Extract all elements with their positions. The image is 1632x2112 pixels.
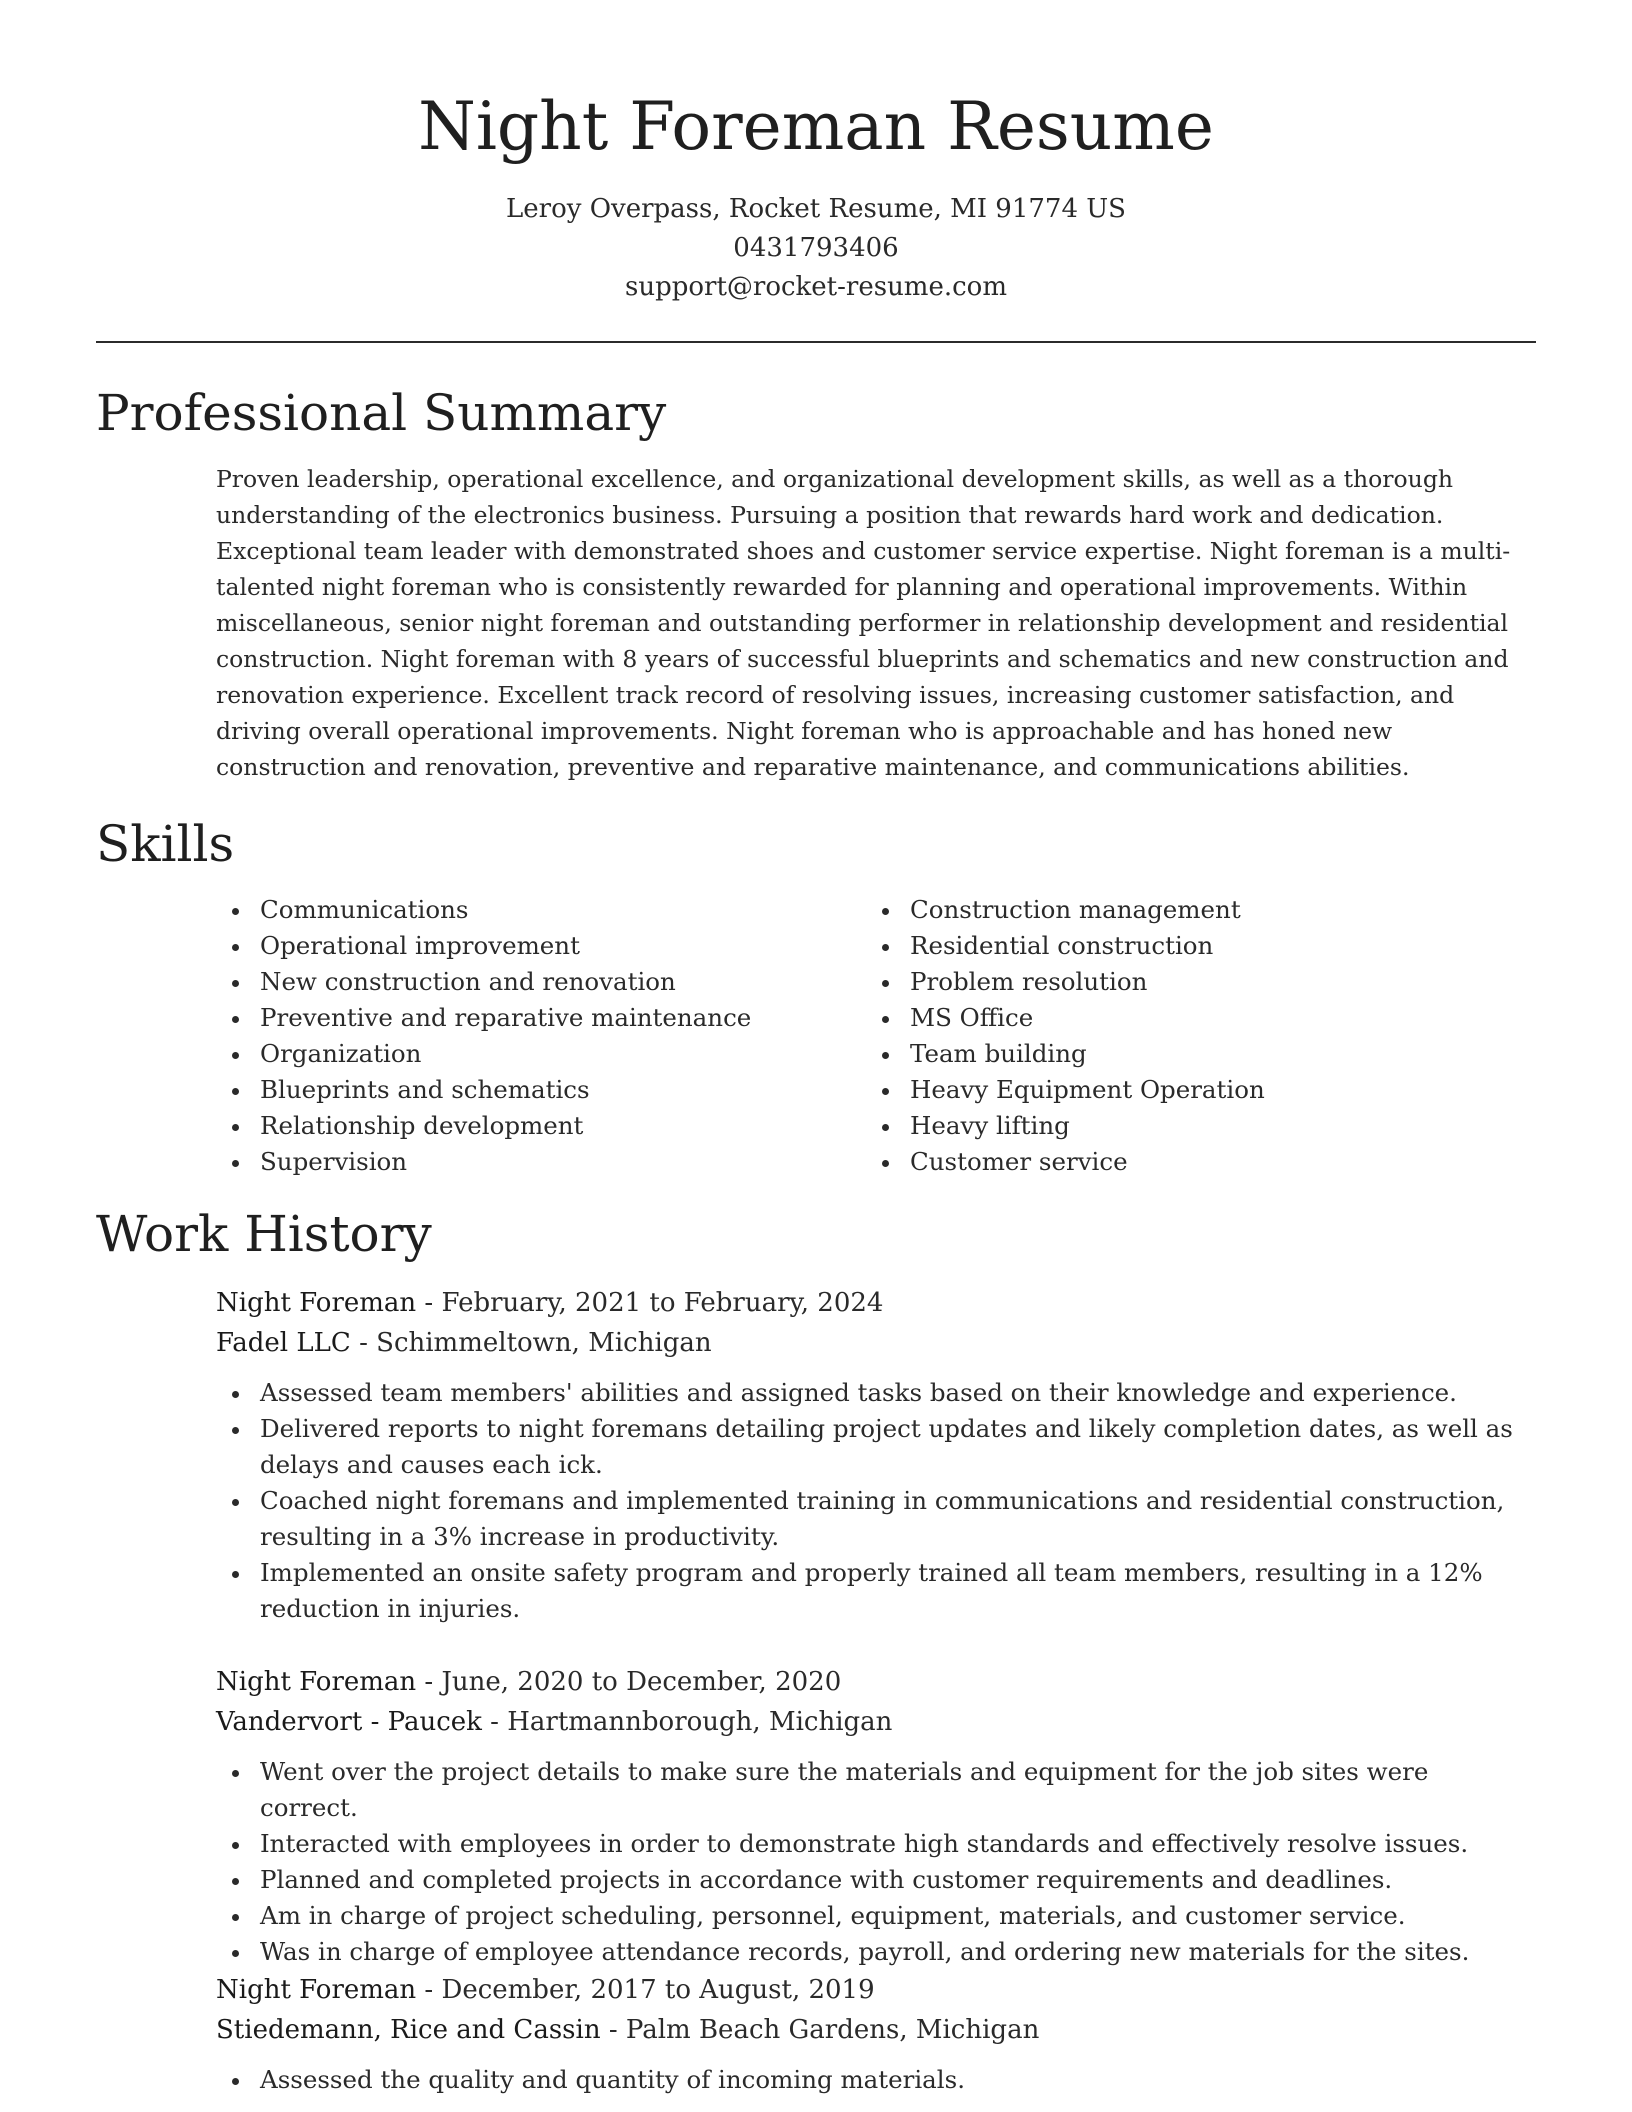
job-bullets <box>216 2062 1532 2098</box>
job-role: Night Foreman <box>216 1667 417 1697</box>
job-company-line <box>216 2010 1532 2050</box>
job-company: Vandervort - Paucek <box>216 1707 482 1737</box>
job-company-line <box>216 1702 1532 1742</box>
job-bullet: Coached night foremans and implemented training in communications and residential construction, resulting in a 3% increase in productivity. <box>216 1483 1532 1555</box>
skill-item: Customer service <box>866 1144 1486 1180</box>
job-dates: - December, 2017 to August, 2019 <box>416 1975 875 2005</box>
skill-item: Residential construction <box>866 928 1486 964</box>
job-bullet: Delivered reports to night foremans detailing project updates and likely completion dates, as well as delays and causes each ick. <box>216 1411 1532 1483</box>
header-divider <box>96 341 1536 343</box>
job-title-line <box>216 1283 1532 1323</box>
summary-heading: Professional Summary <box>96 384 667 442</box>
skills-list-right <box>866 892 1486 1180</box>
skill-item: Problem resolution <box>866 964 1486 1000</box>
job-dates: - June, 2020 to December, 2020 <box>416 1667 842 1697</box>
job-bullet: Was in charge of employee attendance records, payroll, and ordering new materials for the sites. <box>216 1934 1532 1970</box>
job-role: Night Foreman <box>216 1288 417 1318</box>
summary-text: Proven leadership, operational excellence, and organizational development skills, as well as a thorough understanding of the electronics business. Pursuing a position that rewards hard work and dedication. Exceptional team leader with demonstrated shoes and customer service expertise. Night foreman is a multi-talented night foreman who is consistently rewarded for planning and operational improvements. Within miscellaneous, senior night foreman and outstanding performer in relationship development and residential construction. Night foreman with 8 years of successful blueprints and schematics and new construction and renovation experience. Excellent track record of resolving issues, increasing customer satisfaction, and driving overall operational improvements. Night foreman who is approachable and has honed new construction and renovation, preventive and reparative maintenance, and communications abilities. <box>216 465 1511 781</box>
contact-info <box>0 190 1632 307</box>
phone-text: 0431793406 <box>733 233 899 263</box>
job-location: - Schimmeltown, Michigan <box>350 1328 712 1358</box>
skill-item: Heavy Equipment Operation <box>866 1072 1486 1108</box>
skill-item: Preventive and reparative maintenance <box>216 1000 836 1036</box>
job-location: - Palm Beach Gardens, Michigan <box>600 2015 1040 2045</box>
job-title-line <box>216 1970 1532 2010</box>
job-bullets <box>216 1754 1532 1970</box>
job-entry <box>216 1662 1532 1970</box>
job-bullet: Assessed the quality and quantity of incoming materials. <box>216 2062 1532 2098</box>
resume-title: Night Foreman Resume <box>418 88 1214 165</box>
job-bullet: Interacted with employees in order to demonstrate high standards and effectively resolve issues. <box>216 1826 1532 1862</box>
skill-item: Supervision <box>216 1144 836 1180</box>
job-company: Fadel LLC <box>216 1328 351 1358</box>
email-text: support@rocket-resume.com <box>624 272 1007 302</box>
skill-item: Heavy lifting <box>866 1108 1486 1144</box>
job-entry <box>216 1283 1532 1627</box>
job-dates: - February, 2021 to February, 2024 <box>416 1288 884 1318</box>
job-bullet: Am in charge of project scheduling, personnel, equipment, materials, and customer service. <box>216 1898 1532 1934</box>
job-bullet: Went over the project details to make sure the materials and equipment for the job sites were correct. <box>216 1754 1532 1826</box>
skills-list-left <box>216 892 836 1180</box>
skill-item: New construction and renovation <box>216 964 836 1000</box>
job-location: - Hartmannborough, Michigan <box>481 1707 893 1737</box>
skill-item: Relationship development <box>216 1108 836 1144</box>
skill-item: Blueprints and schematics <box>216 1072 836 1108</box>
job-company: Stiedemann, Rice and Cassin <box>216 2015 601 2045</box>
skill-item: Operational improvement <box>216 928 836 964</box>
job-bullet: Implemented an onsite safety program and properly trained all team members, resulting in a 12% reduction in injuries. <box>216 1555 1532 1627</box>
job-company-line <box>216 1323 1532 1363</box>
skill-item: Communications <box>216 892 836 928</box>
work-history-heading: Work History <box>96 1205 432 1263</box>
job-role: Night Foreman <box>216 1975 417 2005</box>
address-text: Leroy Overpass, Rocket Resume, MI 91774 US <box>506 194 1126 224</box>
skill-item: MS Office <box>866 1000 1486 1036</box>
job-entry <box>216 1970 1532 2098</box>
skill-item: Team building <box>866 1036 1486 1072</box>
job-bullet: Assessed team members' abilities and assigned tasks based on their knowledge and experience. <box>216 1375 1532 1411</box>
job-title-line <box>216 1662 1532 1702</box>
skills-heading: Skills <box>96 815 235 873</box>
skill-item: Construction management <box>866 892 1486 928</box>
skill-item: Organization <box>216 1036 836 1072</box>
job-bullet: Planned and completed projects in accordance with customer requirements and deadlines. <box>216 1862 1532 1898</box>
job-bullets <box>216 1375 1532 1627</box>
